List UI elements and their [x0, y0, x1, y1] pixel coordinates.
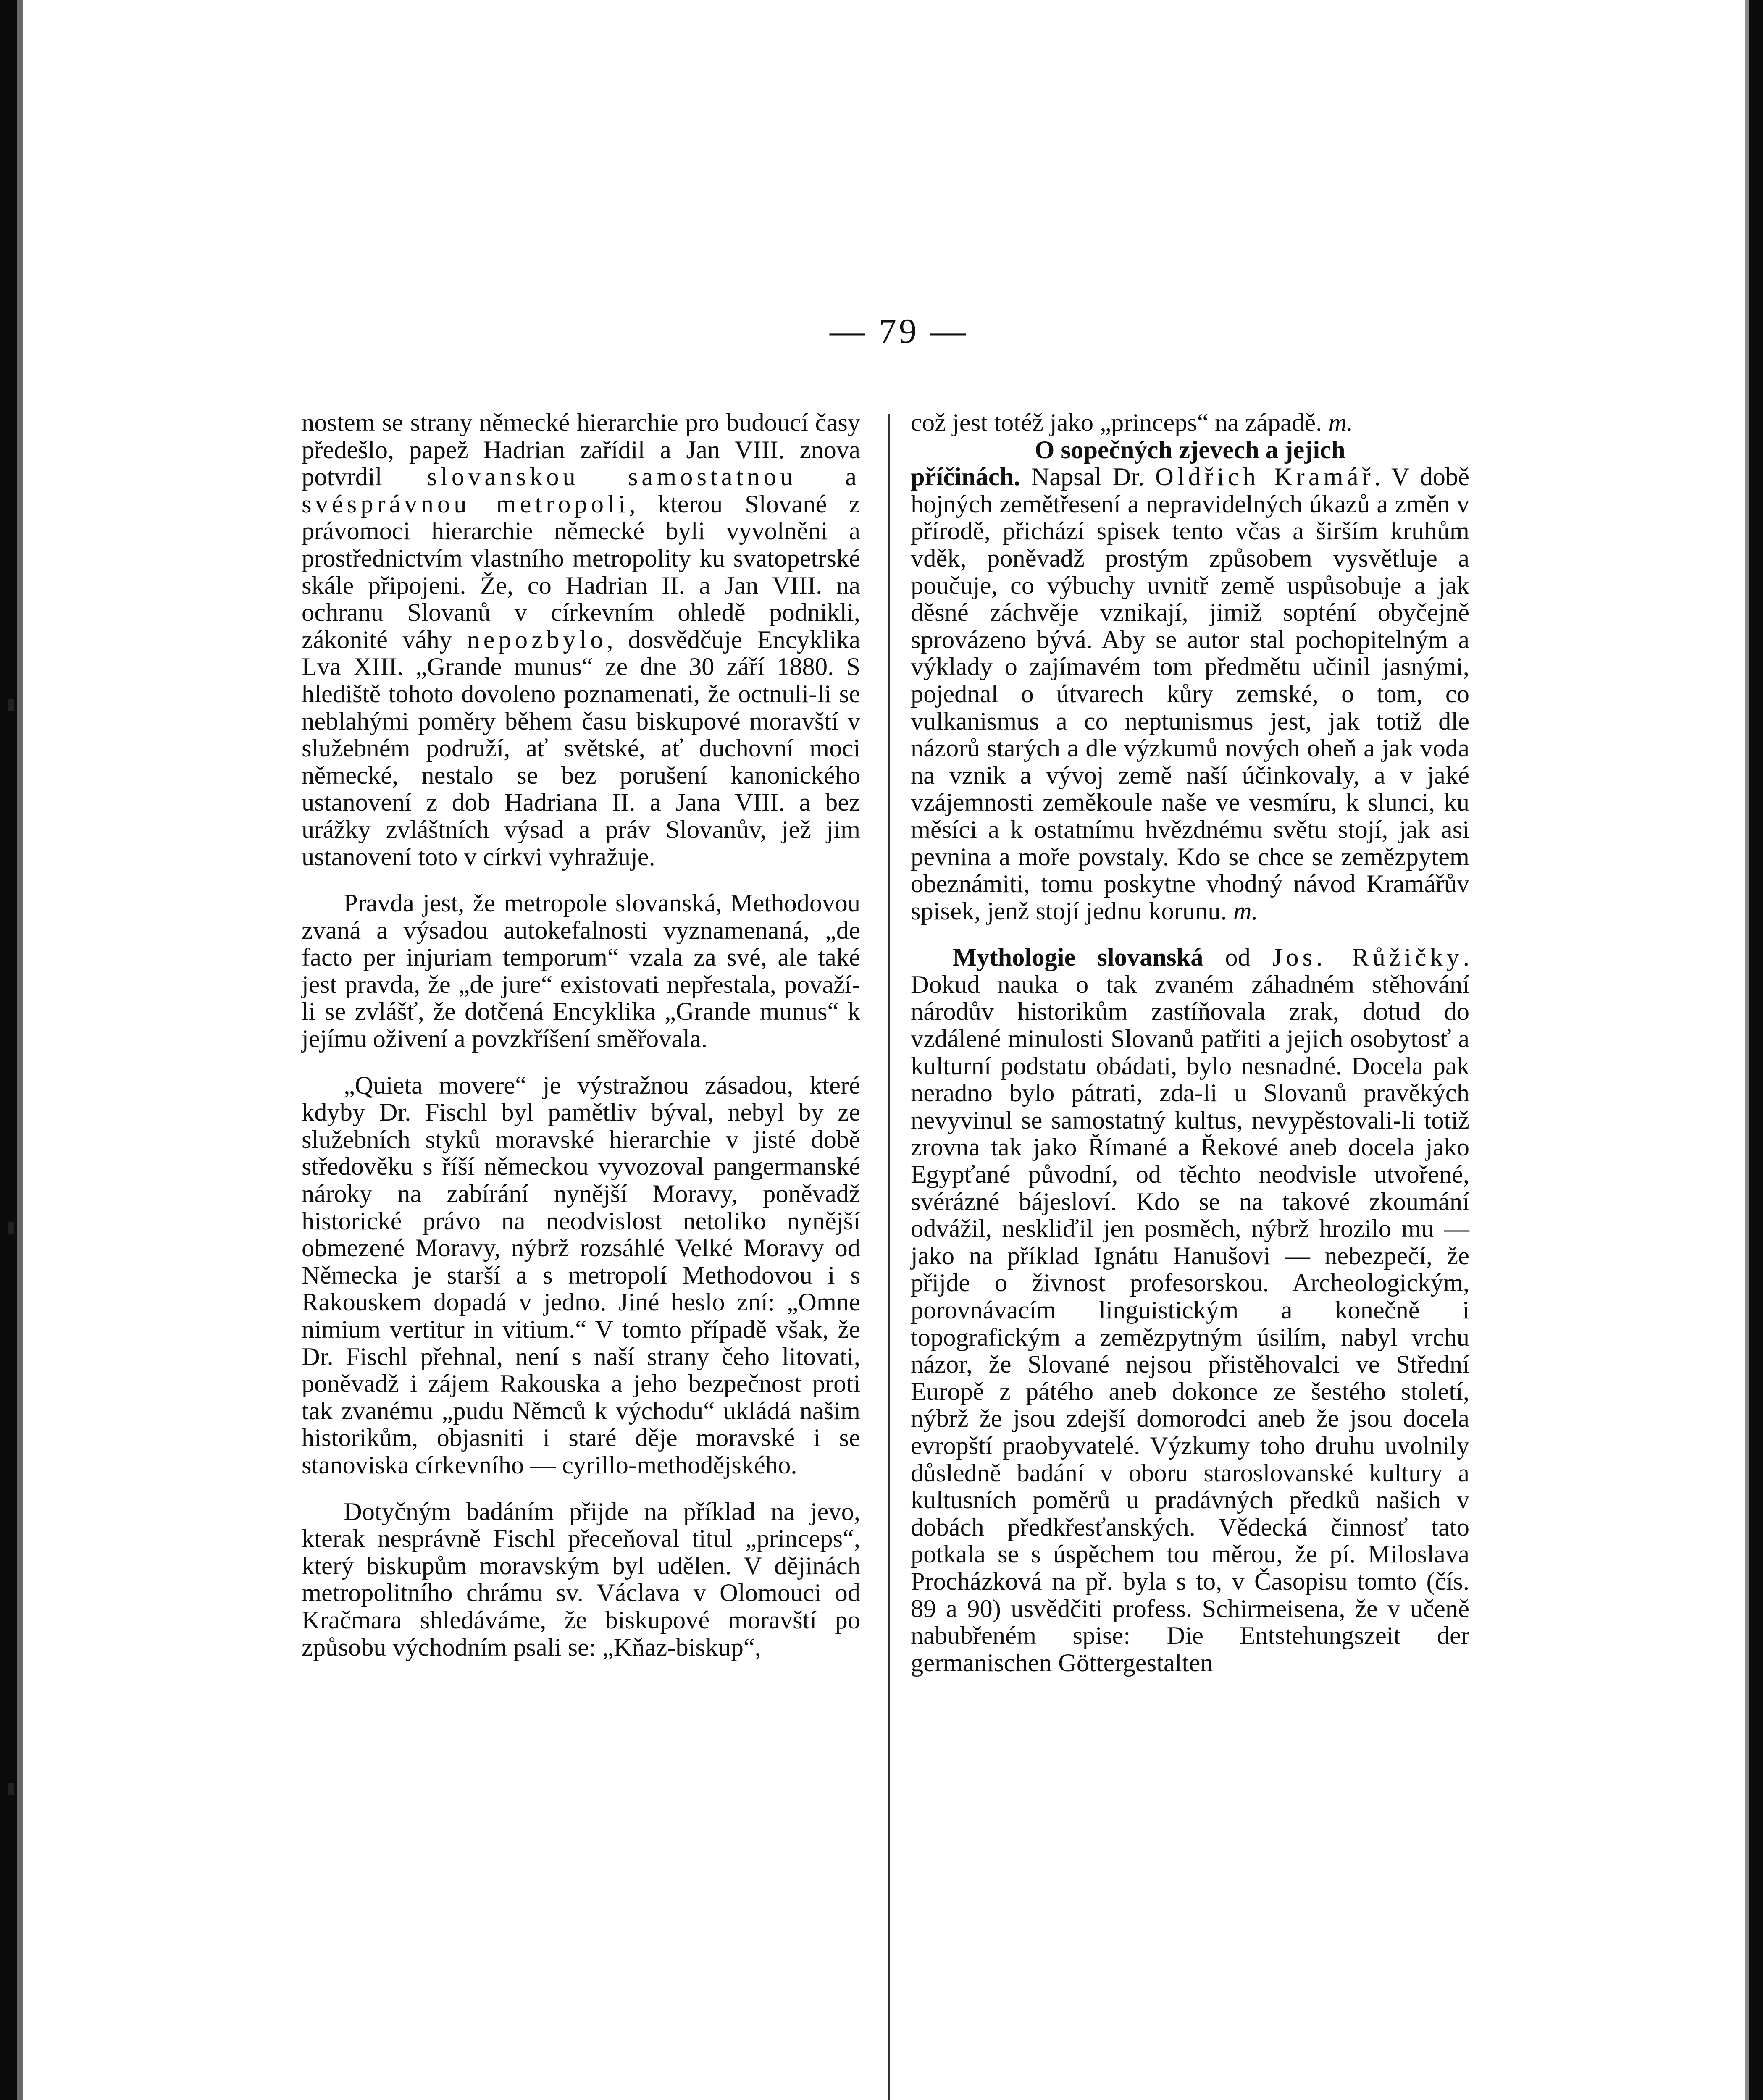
text-run: „Quieta movere“ je výstražnou zásadou, které kdyby Dr. Fischl byl pamětliv býval, nebyl by ze služebních styků moravské hierarchie v jisté době středověku s říší německou vyvozoval pangermanské nároky na zabírání nynější Moravy, poněvadž historické právo na neodvislost netoliko nynější obmezené Moravy, nýbrž rozsáhlé Velké Moravy od Německa je starší a s metropolí Methodovou i s Rakouskem dopadá v jedno. Jiné heslo zní: „Omne nimium vertitur in vitium.“ V tomto případě však, že Dr. Fischl přehnal, není s naší strany čeho litovati, poněvadž i zájem Rakouska a jeho bezpečnost proti tak zvanému „pudu Němců k východu“ ukládá našim historikům, objasniti i staré děje moravské i se stanoviska církevního — cyrillo-methodějského. — [302, 1071, 860, 1479]
scan-edge-right — [1749, 0, 1763, 2100]
right-column — [911, 410, 1469, 1677]
text-run: Jos. Růžičky — [1272, 943, 1463, 972]
paragraph — [302, 890, 860, 1053]
text-run: od — [1203, 943, 1272, 972]
page-number: — 79 — — [830, 312, 968, 351]
text-run: Dotyčným badáním přijde na příklad na jevo, kterak nesprávně Fischl přeceňoval titul „princeps“, který biskupům moravským byl udělen. V dějinách metropolitního chrámu sv. Václava v Olomouci od Kračmara shledáváme, že biskupové moravští po způsobu východním psali se: „Kňaz-biskup“, — [302, 1497, 860, 1662]
text-run: Pravda jest, že metropole slovanská, Methodovou zvaná a výsadou autokefalnosti vyznamenaná, „de facto per injuriam temporum“ vzala za své, ale také jest pravda, že „de jure“ existovati nepřestala, považí-li se zvlášť, že dotčená Encyklika „Grande munus“ k jejímu oživení a povzkříšení směřovala. — [302, 889, 860, 1053]
text-run: což jest totéž jako „princeps“ na západě. — [911, 409, 1329, 437]
text-run: Napsal Dr. — [1020, 463, 1156, 491]
text-run: . V době hojných zemětřesení a nepravidelných úkazů a změn v přírodě, přichází spisek tento včas a širším kruhům vděk, poněvadž prostým způsobem vysvětluje a poučuje, co výbuchy uvnitř země uspůsobuje a jak děsné záchvěje vznikají, jimiž sopténí obyčejně sprovázeno bývá. Aby se autor stal pochopitelným a výklady o zajímavém tom předmětu učinil jasnými, pojednal o útvarech kůry zemské, o tom, co vulkanismus a co neptunismus jest, jak totiž dle názorů starých a dle výzkumů nových oheň a jak voda na vznik a vývoj země naší účinkovaly, a v jaké vzájemnosti zeměkoule naše ve vesmíru, k slunci, ku měsíci a k ostatnímu hvězdnému světu stojí, jak asi pevnina a moře povstaly. Kdo se chce se zemězpytem obeznámiti, tomu poskytne vhodný návod Kramářův spisek, jenž stojí jednu korunu. — [911, 463, 1470, 925]
paragraph — [302, 410, 860, 871]
text-run: Oldřich Kramář — [1155, 463, 1374, 491]
scan-edge-left-shadow — [17, 0, 23, 2100]
paragraph — [911, 464, 1469, 925]
margin-mark — [8, 1783, 14, 1795]
paragraph — [302, 1072, 860, 1479]
text-run: příčinách. — [911, 463, 1020, 491]
text-run: . Dokud nauka o tak zvaném záhadném stěhování národův historikům zastíňovala zrak, dotud do vzdálené minulosti Slovanů patřiti a jejich osobytosť a kulturní podstatu obádati, bylo nesnadné. Docela pak neradno bylo pátrati, zda-li u Slovanů pravěkých nevyvinul se samostatný kultus, nevypěstovali-li totiž zrovna tak jako Římané a Řekové aneb docela jako Egypťané původní, od těchto neodvisle utvořené, svérázné bájesloví. Kdo se na takové zkoumání odvážil, neskliďil jen posměch, nýbrž hrozilo mu — jako na příklad Ignátu Hanušovi — nebezpečí, že přijde o živnost profesorskou. Archeologickým, porovnávacím linguistickým a konečně i topografickým a zemězpytným úsilím, nabyl vrchu názor, že Slované nejsou přistěhovalci ve Střední Europě z pátého aneb dokonce ze šestého století, nýbrž že jsou zdejší domorodci aneb že jsou docela evropští praobyvatelé. Výzkumy toho druhu uvolnily důsledně badání v oboru staroslovanské kultury a kultusních poměrů u pradávných předků našich v dobách předkřesťanských. Vědecká činnosť tato potkala se s úspěchem tou měrou, že pí. Miloslava Procházková na př. byla s to, v Časopisu tomto (čís. 89 a 90) usvědčiti profess. Schirmeisena, že v učeně nabubřeném spise: Die Entstehungszeit der germanischen Göttergestalten — [911, 943, 1469, 1677]
paragraph — [302, 1499, 860, 1662]
text-run: O sopečných zjevech a jejich — [1035, 436, 1345, 464]
margin-mark — [8, 699, 14, 711]
text-run: nostem se strany německé hierarchie pro budoucí časy předešlo, papež Hadrian zařídil a Jan VIII. znova potvrdil — [302, 409, 860, 491]
paragraph — [911, 410, 1469, 437]
text-run: m. — [1233, 897, 1258, 925]
paragraph — [911, 944, 1469, 1677]
text-run: , dosvědčuje Encyklika Lva XIII. „Grande munus“ ze dne 30 září 1880. S hlediště tohoto dovoleno poznamenati, že octnuli-li se neblahými poměry během času biskupové moravští v služebném podruží, ať světské, ať duchovní moci německé, nestalo se bez porušení kanonického ustanovení z dob Hadriana II. a Jana VIII. a bez urážky zvláštních výsad a práv Slovanův, jež jim ustanovení toto v církvi vyhražuje. — [302, 625, 860, 871]
text-run: nepozbylo — [467, 625, 607, 654]
scan-edge-right-shadow — [1745, 0, 1749, 2100]
text-run: m. — [1328, 409, 1353, 437]
margin-mark — [8, 1222, 14, 1234]
text-run: slovanskou samostatnou a svésprávnou metropoli — [302, 463, 861, 518]
left-column — [302, 410, 860, 1661]
paragraph — [911, 437, 1469, 464]
text-run: , kterou Slované z právomoci hierarchie německé byli vyvolněni a prostřednictvím vlastního metropolity ku svatopetrské skále připojeni. Že, co Hadrian II. a Jan VIII. na ochranu Slovanů v církevním ohledě podnikli, zákonité váhy — [302, 490, 860, 654]
text-run: Mythologie slovanská — [953, 943, 1203, 972]
column-rule — [888, 414, 890, 2100]
